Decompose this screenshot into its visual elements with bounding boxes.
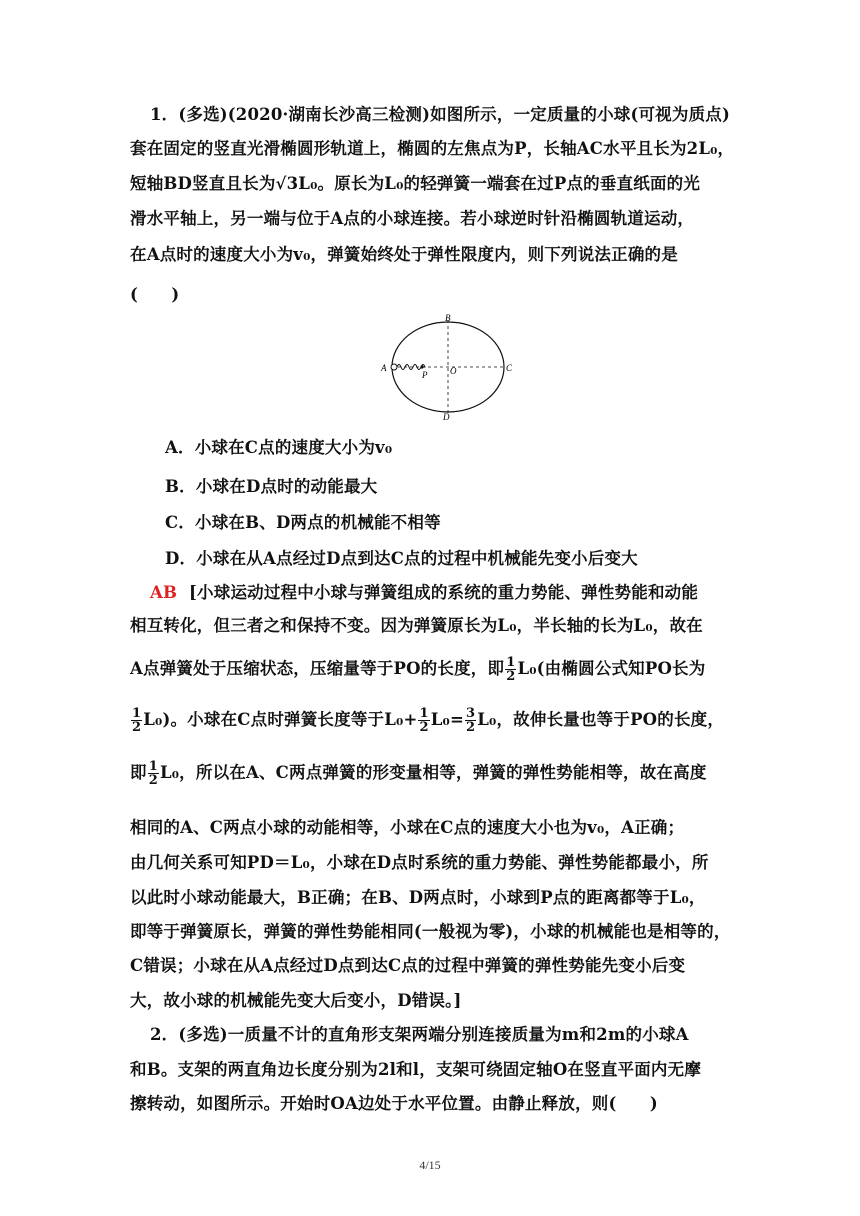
q1-line-6: ( ) xyxy=(130,285,180,304)
q2-line-2: 和B。支架的两直角边长度分别为2l和l，支架可绕固定轴O在竖直平面内无摩 xyxy=(130,1060,702,1079)
q1-option-b: B．小球在D点时的动能最大 xyxy=(165,477,378,496)
answer-key: AB xyxy=(150,583,178,602)
label-D: D xyxy=(443,412,450,422)
q1-line-5: 在A点时的速度大小为v₀，弹簧始终处于弹性限度内，则下列说法正确的是 xyxy=(130,245,678,264)
fraction-half: $\frac{1}{2}$ xyxy=(148,759,158,788)
label-B: B xyxy=(445,313,451,323)
q1-line-3: 短轴BD竖直且长为√3L₀。原长为L₀的轻弹簧一端套在过P点的垂直纸面的光 xyxy=(130,174,701,193)
solution-line-4: $\frac{1}{2}$ L₀)。小球在C点时弹簧长度等于L₀+ $\frac{1}{2}$ L₀= $\frac{3}{2}$ L₀，故伸长量也等于PO的长度， xyxy=(132,706,725,735)
label-O: O xyxy=(450,366,457,376)
label-C: C xyxy=(506,363,513,373)
focus-point xyxy=(420,365,423,368)
solution-line-6: 相同的A、C两点小球的动能相等，小球在C点的速度大小也为v₀，A正确； xyxy=(130,818,685,837)
solution-line-9: 即等于弹簧原长，弹簧的弹性势能相同(一般视为零)，小球的机械能也是相等的， xyxy=(130,922,731,941)
q2-line-1: 2．(多选)一质量不计的直角形支架两端分别连接质量为m和2m的小球A xyxy=(150,1025,689,1044)
solution-line-2: 相互转化，但三者之和保持不变。因为弹簧原长为L₀，半长轴的长为L₀，故在 xyxy=(130,616,703,635)
q1-line-1: 1．(多选)(2020·湖南长沙高三检测)如图所示，一定质量的小球(可视为质点) xyxy=(150,105,730,124)
fraction-half: $\frac{1}{2}$ xyxy=(419,706,429,735)
q1-option-a: A．小球在C点的速度大小为v₀ xyxy=(165,438,393,457)
q1-option-c: C．小球在B、D两点的机械能不相等 xyxy=(165,513,441,532)
label-A: A xyxy=(381,363,387,373)
page-number: 4/15 xyxy=(419,1158,441,1172)
q1-option-d: D．小球在从A点经过D点到达C点的过程中机械能先变小后变大 xyxy=(165,549,638,568)
solution-line-10: C错误；小球在从A点经过D点到达C点的过程中弹簧的弹性势能先变小后变 xyxy=(130,956,686,975)
q1-line-4: 滑水平轴上，另一端与位于A点的小球连接。若小球逆时针沿椭圆轨道运动， xyxy=(130,209,695,228)
ball xyxy=(391,364,397,370)
fraction-half: $\frac{1}{2}$ xyxy=(506,655,516,684)
label-P: P xyxy=(422,370,428,380)
q2-line-3: 擦转动，如图所示。开始时OA边处于水平位置。由静止释放，则( ) xyxy=(130,1094,658,1113)
solution-line-1: AB [小球运动过程中小球与弹簧组成的系统的重力势能、弹性势能和动能 xyxy=(150,583,699,602)
q1-line-2: 套在固定的竖直光滑椭圆形轨道上，椭圆的左焦点为P，长轴AC水平且长为2L₀， xyxy=(130,139,735,158)
ellipse-track-figure xyxy=(378,312,518,422)
solution-line-8: 以此时小球动能最大，B正确；在B、D两点时，小球到P点的距离都等于L₀， xyxy=(130,888,706,907)
fraction-half: $\frac{1}{2}$ xyxy=(132,706,142,735)
fraction-three-half: $\frac{3}{2}$ xyxy=(466,706,476,735)
solution-line-5: 即 $\frac{1}{2}$ L₀，所以在A、C两点弹簧的形变量相等，弹簧的弹性势能相等，故在高度 xyxy=(130,759,707,788)
solution-line-11: 大，故小球的机械能先变大后变小，D错误。] xyxy=(130,991,462,1010)
solution-line-7: 由几何关系可知PD＝L₀，小球在D点时系统的重力势能、弹性势能都最小，所 xyxy=(130,853,709,872)
solution-line-3: A点弹簧处于压缩状态，压缩量等于PO的长度，即 $\frac{1}{2}$ L₀(由椭圆公式知PO长为 xyxy=(130,655,706,684)
